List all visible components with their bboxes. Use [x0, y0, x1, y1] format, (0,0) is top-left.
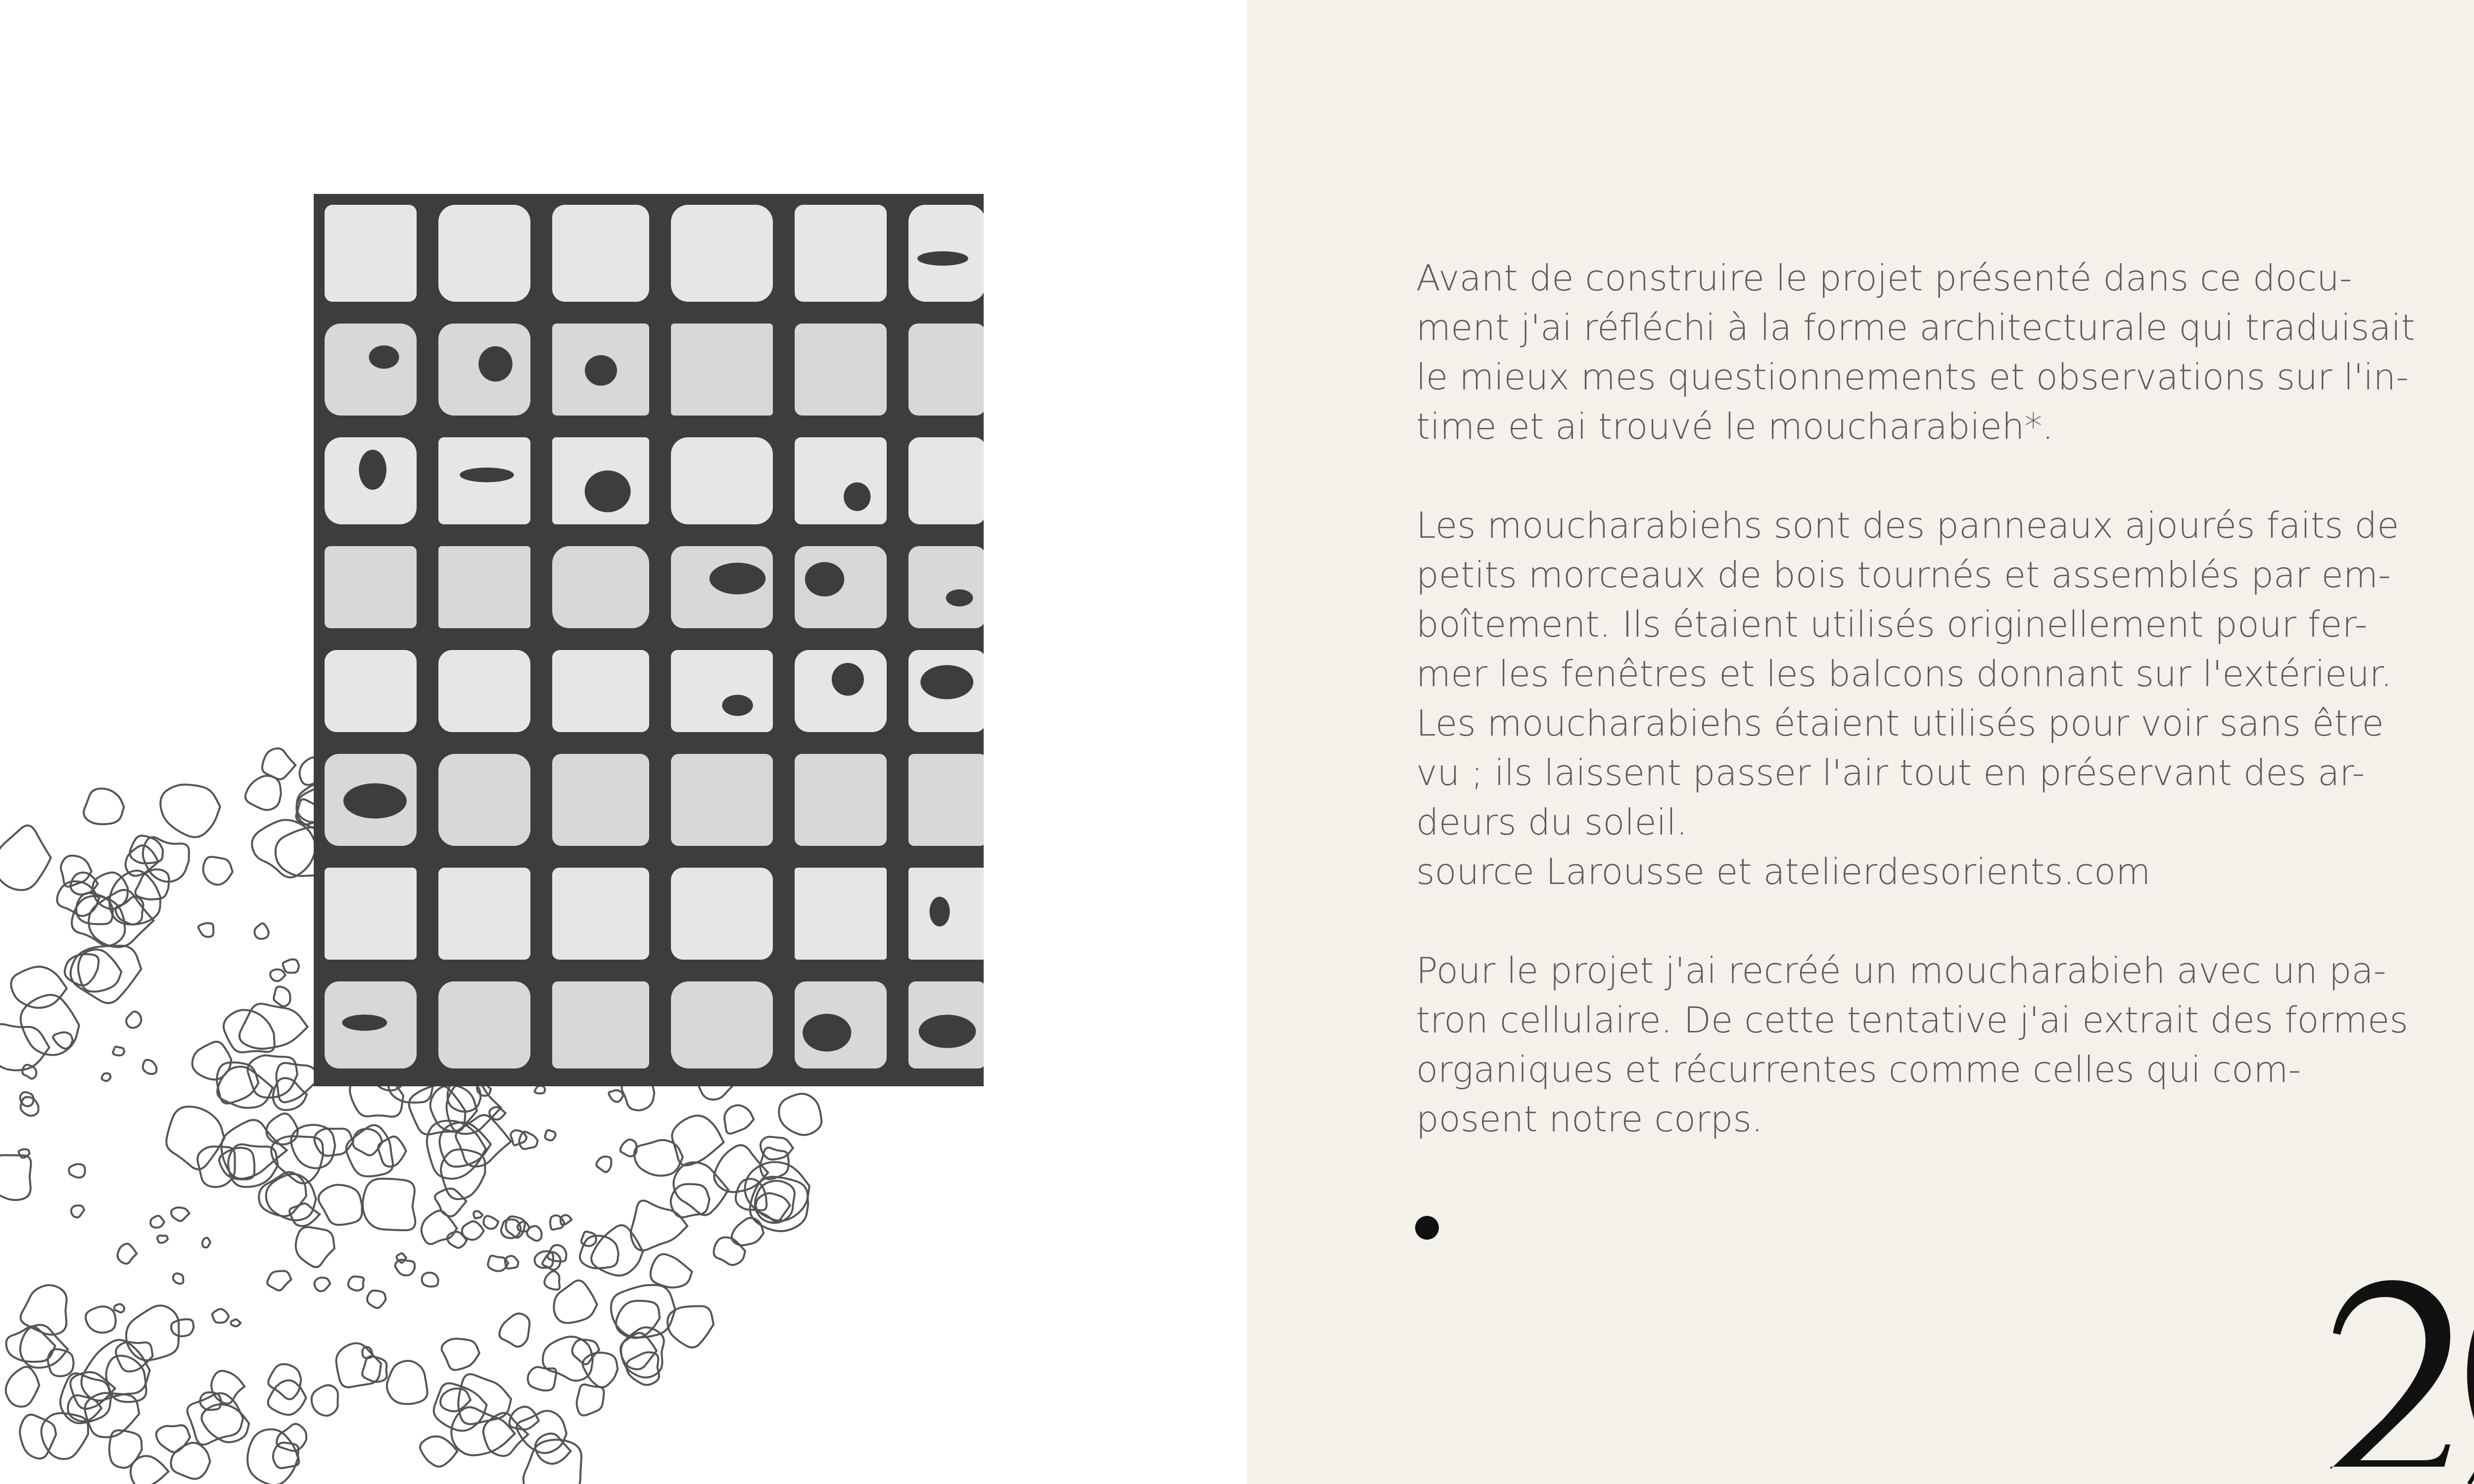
cell-outline [6, 1367, 39, 1406]
panel-tile [671, 981, 773, 1068]
cell-outline [203, 857, 233, 884]
cell-outline [519, 1132, 537, 1149]
cell-outline [248, 1055, 297, 1097]
cell-outline [296, 1227, 334, 1267]
cell-outline [65, 954, 99, 985]
text-line: time et ai trouvé le moucharabieh*. [1416, 406, 2054, 447]
cell-outline [580, 1236, 618, 1268]
panel-tile [552, 205, 649, 302]
cell-outline [143, 1060, 157, 1074]
panel-tile [908, 324, 984, 416]
panel-tile [325, 650, 417, 732]
cell-outline [0, 1155, 31, 1200]
panel-tile [325, 205, 417, 302]
cell-outline [346, 1125, 393, 1176]
cell-outline [262, 748, 295, 779]
cell-outline [84, 788, 124, 824]
cell-outline [270, 970, 285, 981]
cell-outline [523, 1439, 581, 1484]
cell-outline [212, 1309, 229, 1323]
panel-tile [552, 754, 649, 846]
text-line: tron cellulaire. De cette tentative j'ai extrait des formes [1416, 999, 2408, 1041]
cell-outline [150, 1216, 164, 1228]
cell-outline [387, 1361, 428, 1404]
cell-outline [289, 1204, 320, 1226]
cell-outline [499, 1313, 529, 1346]
cell-outline [166, 1107, 224, 1169]
text-line: Pour le projet j'ai recréé un moucharabieh avec un pa- [1416, 950, 2386, 991]
cell-outline [116, 897, 143, 925]
text-line: Les moucharabiehs étaient utilisés pour voir sans être [1416, 702, 2384, 744]
panel-cutout [585, 355, 617, 386]
cell-outline [202, 1238, 210, 1248]
cell-outline [113, 1047, 124, 1056]
cell-outline [198, 923, 213, 937]
cell-outline [483, 1413, 528, 1456]
body-text [1416, 253, 2421, 1193]
cell-outline [20, 1415, 56, 1459]
panel-tile [671, 324, 773, 416]
cell-outline [362, 1356, 386, 1382]
panel-tile [795, 868, 887, 960]
cell-outline [217, 1067, 273, 1108]
cell-outline [714, 1237, 745, 1265]
cell-outline [363, 1179, 415, 1230]
text-line: Les moucharabiehs sont des panneaux ajourés faits de [1416, 505, 2399, 546]
text-line: le mieux mes questionnements et observations sur l'in- [1416, 356, 2409, 398]
cell-outline [0, 826, 51, 890]
panel-tile [552, 868, 649, 960]
cell-outline [353, 1129, 382, 1155]
cell-outline [544, 1271, 560, 1290]
cell-outline [779, 1094, 821, 1135]
text-line: organiques et récurrentes comme celles qui com- [1416, 1049, 2301, 1090]
panel-cutout [369, 345, 399, 369]
cell-outline [11, 967, 67, 1008]
panel-tile [908, 754, 984, 846]
text-line: ment j'ai réfléchi à la forme architecturale qui traduisait [1416, 307, 2415, 348]
cell-outline [156, 1425, 190, 1452]
panel-tile [438, 205, 530, 302]
cell-outline [435, 1189, 466, 1216]
panel-cutout [803, 1014, 851, 1051]
panel-cutout [946, 589, 973, 606]
panel-tile [908, 546, 984, 628]
cell-outline [314, 1278, 330, 1291]
cell-outline [527, 1226, 541, 1241]
panel-cutout [710, 563, 765, 595]
cell-outline [283, 959, 299, 973]
page-number [2321, 1266, 2474, 1484]
paragraph-1 [1416, 253, 2421, 451]
cell-outline [583, 1353, 618, 1388]
text-line: mer les fenêtres et les balcons donnant sur l'extérieur. [1416, 653, 2392, 695]
panel-cutout [920, 665, 973, 699]
cell-outline [126, 1012, 142, 1028]
panel-tile [438, 546, 530, 628]
panel-tile [671, 754, 773, 846]
panel-tile [795, 205, 887, 302]
cell-outline [114, 1304, 124, 1312]
cell-outline [474, 1211, 482, 1218]
cell-outline [231, 1319, 241, 1326]
cell-outline [651, 1254, 692, 1287]
panel-tile [671, 205, 773, 302]
panel-cutout [917, 251, 968, 266]
cell-outline [672, 1115, 723, 1165]
panel-tile [438, 868, 530, 960]
cell-outline [596, 1157, 611, 1172]
cell-outline [71, 1206, 84, 1217]
panel-tile [325, 324, 417, 416]
cell-outline [509, 1407, 538, 1430]
panel-tile [438, 981, 530, 1068]
cell-outline [483, 1216, 498, 1229]
cell-outline [422, 1273, 438, 1287]
text-line: vu ; ils laissent passer l'air tout en préservant des ar- [1416, 752, 2365, 793]
cell-outline [69, 1164, 85, 1177]
panel-cutout [805, 562, 844, 597]
panel-cutout [343, 783, 407, 818]
panel-cutout [478, 346, 513, 381]
panel-tile [438, 754, 530, 846]
cell-outline [254, 924, 269, 939]
panel-tile [795, 324, 887, 416]
cell-outline [143, 837, 189, 881]
cell-outline [118, 1244, 137, 1263]
panel-cutout [460, 467, 514, 482]
cell-outline [171, 1207, 190, 1221]
panel-tile [795, 754, 887, 846]
cell-outline [545, 1130, 555, 1141]
cell-outline [173, 1273, 184, 1284]
cell-outline [462, 1221, 484, 1240]
panel-tile [438, 650, 530, 732]
panel-tile [552, 546, 649, 628]
panel-cutout [342, 1015, 387, 1031]
cell-outline [21, 995, 79, 1055]
cell-outline [724, 1105, 754, 1133]
cell-outline [367, 1291, 386, 1308]
cell-outline [86, 1306, 116, 1333]
cell-outline [266, 1113, 298, 1144]
text-line: Avant de construire le projet présenté dans ce docu- [1416, 257, 2352, 299]
cell-outline [420, 1437, 457, 1467]
cell-outline [395, 1260, 415, 1276]
panel-tile [671, 437, 773, 524]
cell-outline [22, 1065, 36, 1078]
cell-outline [609, 1090, 623, 1102]
panel-tile [552, 981, 649, 1068]
cell-outline [171, 1319, 193, 1336]
cell-outline [252, 820, 317, 878]
cell-outline [348, 1276, 364, 1290]
cell-outline [535, 1086, 545, 1093]
cell-outline [211, 1371, 244, 1403]
panel-cutout [359, 450, 386, 490]
panel-cutout [930, 897, 950, 927]
panel-cutout [585, 470, 631, 512]
cell-outline [157, 1236, 168, 1243]
cell-outline [245, 776, 281, 810]
source-line: source Larousse et atelierdesorients.com [1416, 851, 2151, 892]
bullet-dot [1415, 1216, 1439, 1240]
cell-outline [274, 986, 290, 1006]
panel-tile [908, 437, 984, 524]
cell-outline [160, 785, 220, 837]
cell-outline [458, 1374, 511, 1424]
panel-tile [325, 868, 417, 960]
text-line: petits morceaux de bois tournés et assemblés par em- [1416, 554, 2391, 596]
cell-outline [319, 1185, 362, 1225]
text-line: boîtement. Ils étaient utilisés originellement pour fer- [1416, 603, 2368, 645]
cell-outline [673, 1162, 728, 1215]
panel-tile [325, 546, 417, 628]
panel-tile [552, 650, 649, 732]
panel-cutout [832, 663, 864, 696]
panel-cutout [722, 695, 753, 716]
cell-outline [171, 1443, 210, 1479]
panel-tile [671, 868, 773, 960]
paragraph-3 [1416, 946, 2421, 1144]
text-line: deurs du soleil. [1416, 801, 1688, 843]
cell-outline [277, 1424, 306, 1451]
cell-outline [577, 1385, 604, 1416]
cell-outline [442, 1339, 479, 1370]
panel-cutout [919, 1015, 976, 1048]
text-line: posent notre corps. [1416, 1098, 1763, 1140]
moucharabieh-photo [314, 194, 984, 1086]
cell-outline [267, 1271, 291, 1290]
panel-tile [671, 650, 773, 732]
cell-outline [312, 1385, 338, 1416]
panel-cutout [844, 482, 870, 511]
cell-outline [101, 1073, 110, 1081]
panel-tile [795, 437, 887, 524]
paragraph-2 [1416, 501, 2421, 896]
